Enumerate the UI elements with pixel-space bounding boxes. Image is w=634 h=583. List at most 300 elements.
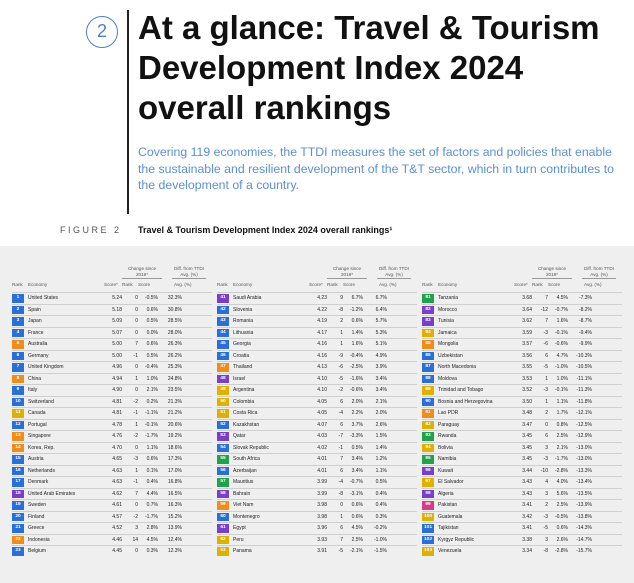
economy-name: Tanzania bbox=[438, 295, 459, 302]
table-row bbox=[217, 453, 417, 465]
rank-badge: 101 bbox=[422, 524, 434, 533]
rank-change: 6 bbox=[340, 398, 343, 405]
score-change: 0.5% bbox=[146, 352, 158, 359]
title-divider bbox=[127, 10, 129, 214]
rank-badge: 17 bbox=[12, 478, 24, 487]
header-rule bbox=[122, 278, 162, 279]
table-row bbox=[217, 488, 417, 500]
table-row bbox=[422, 476, 622, 488]
economy-name: Mongolia bbox=[438, 341, 459, 348]
score-change: -2.5% bbox=[349, 364, 363, 371]
score-value: 4.63 bbox=[112, 479, 122, 486]
diff-from-average: 2.0% bbox=[375, 410, 387, 417]
score-change: -0.4% bbox=[144, 364, 158, 371]
diff-from-average: 5.1% bbox=[375, 341, 387, 348]
score-value: 4.90 bbox=[112, 387, 122, 394]
diff-from-average: -8.7% bbox=[578, 318, 592, 325]
diff-from-average: 6.7% bbox=[375, 295, 387, 302]
header-change-rank: Rank bbox=[122, 282, 133, 287]
diff-from-average: 3.4% bbox=[375, 375, 387, 382]
header-change: Change since 2019* bbox=[127, 266, 157, 277]
rank-badge: 41 bbox=[217, 294, 229, 303]
score-change: -0.4% bbox=[349, 352, 363, 359]
score-value: 4.52 bbox=[112, 525, 122, 532]
rank-badge: 2 bbox=[12, 306, 24, 315]
score-change: 1.7% bbox=[556, 410, 568, 417]
figure-label: FIGURE 2 bbox=[60, 225, 122, 235]
diff-from-average: -7.3% bbox=[578, 295, 592, 302]
score-change: 2.6% bbox=[556, 536, 568, 543]
score-value: 3.34 bbox=[522, 548, 532, 555]
score-change: 4.5% bbox=[146, 536, 158, 543]
diff-from-average: 2.6% bbox=[375, 421, 387, 428]
score-change: 4.5% bbox=[351, 525, 363, 532]
score-change: -2.8% bbox=[554, 548, 568, 555]
economy-name: Algeria bbox=[438, 490, 454, 497]
economy-name: Australia bbox=[28, 341, 48, 348]
score-value: 3.44 bbox=[522, 467, 532, 474]
score-change: -2.1% bbox=[349, 548, 363, 555]
table-row bbox=[422, 499, 622, 511]
rank-change: -6 bbox=[543, 341, 548, 348]
rank-change: 7 bbox=[340, 456, 343, 463]
table-row bbox=[12, 292, 212, 304]
score-change: 1.1% bbox=[556, 398, 568, 405]
rank-badge: 49 bbox=[217, 386, 229, 395]
diff-from-average: 17.3% bbox=[167, 456, 182, 463]
header-rule bbox=[582, 278, 616, 279]
rank-change: -12 bbox=[540, 306, 548, 313]
rank-change: -2 bbox=[133, 398, 138, 405]
table-row bbox=[12, 396, 212, 408]
table-row bbox=[217, 419, 417, 431]
rank-badge: 23 bbox=[12, 547, 24, 556]
score-change: -0.7% bbox=[349, 479, 363, 486]
header-score: Score* bbox=[104, 282, 118, 287]
rank-badge: 12 bbox=[12, 421, 24, 430]
economy-name: Lao PDR bbox=[438, 410, 459, 417]
score-change: -1.7% bbox=[144, 513, 158, 520]
table-row bbox=[217, 384, 417, 396]
diff-from-average: -13.8% bbox=[576, 513, 592, 520]
rank-badge: 82 bbox=[422, 306, 434, 315]
diff-from-average: 16.3% bbox=[167, 502, 182, 509]
score-value: 3.98 bbox=[317, 513, 327, 520]
score-change: 2.5% bbox=[556, 502, 568, 509]
score-value: 4.81 bbox=[112, 398, 122, 405]
diff-from-average: -12.9% bbox=[576, 433, 592, 440]
rank-badge: 95 bbox=[422, 455, 434, 464]
score-value: 5.09 bbox=[112, 318, 122, 325]
economy-name: Venezuela bbox=[438, 548, 462, 555]
rank-change: 6 bbox=[340, 467, 343, 474]
rank-badge: 4 bbox=[12, 329, 24, 338]
score-change: -0.6% bbox=[349, 387, 363, 394]
economy-name: Portugal bbox=[28, 421, 47, 428]
score-change: 2.2% bbox=[351, 410, 363, 417]
score-change: 0.5% bbox=[351, 444, 363, 451]
rank-badge: 16 bbox=[12, 467, 24, 476]
rank-badge: 90 bbox=[422, 398, 434, 407]
rank-change: 0 bbox=[135, 295, 138, 302]
economy-name: Spain bbox=[28, 306, 41, 313]
rank-change: 1 bbox=[545, 398, 548, 405]
score-value: 3.99 bbox=[317, 490, 327, 497]
economy-name: Argentina bbox=[233, 387, 255, 394]
economy-name: Bosnia and Herzegovina bbox=[438, 398, 493, 405]
score-value: 3.93 bbox=[317, 536, 327, 543]
score-value: 4.45 bbox=[112, 548, 122, 555]
rank-change: 0 bbox=[135, 444, 138, 451]
score-change: 0.8% bbox=[556, 421, 568, 428]
economy-name: Austria bbox=[28, 456, 44, 463]
table-row bbox=[422, 442, 622, 454]
rank-change: -5 bbox=[338, 375, 343, 382]
economy-name: United States bbox=[28, 295, 59, 302]
score-change: 5.6% bbox=[556, 490, 568, 497]
score-value: 4.94 bbox=[112, 375, 122, 382]
header-rule bbox=[532, 278, 572, 279]
economy-name: Azerbaijan bbox=[233, 467, 257, 474]
economy-name: Singapore bbox=[28, 433, 51, 440]
table-row bbox=[217, 476, 417, 488]
rank-badge: 86 bbox=[422, 352, 434, 361]
score-value: 3.53 bbox=[522, 375, 532, 382]
diff-from-average: 0.5% bbox=[375, 479, 387, 486]
rank-change: -3 bbox=[543, 387, 548, 394]
economy-name: Egypt bbox=[233, 525, 246, 532]
diff-from-average: -0.2% bbox=[373, 525, 387, 532]
economy-name: Morocco bbox=[438, 306, 458, 313]
diff-from-average: -9.9% bbox=[578, 341, 592, 348]
rank-badge: 21 bbox=[12, 524, 24, 533]
table-row bbox=[12, 488, 212, 500]
economy-name: Guatemala bbox=[438, 513, 463, 520]
rank-badge: 88 bbox=[422, 375, 434, 384]
score-value: 4.61 bbox=[112, 502, 122, 509]
economy-name: Uzbekistan bbox=[438, 352, 463, 359]
rank-change: 0 bbox=[135, 329, 138, 336]
rank-badge: 96 bbox=[422, 467, 434, 476]
rank-badge: 98 bbox=[422, 490, 434, 499]
rank-badge: 19 bbox=[12, 501, 24, 510]
diff-from-average: -1.0% bbox=[373, 536, 387, 543]
score-value: 3.68 bbox=[522, 295, 532, 302]
score-value: 4.63 bbox=[112, 467, 122, 474]
diff-from-average: -14.3% bbox=[576, 525, 592, 532]
table-row bbox=[217, 304, 417, 316]
table-row bbox=[12, 361, 212, 373]
score-change: 2.8% bbox=[146, 525, 158, 532]
diff-from-average: -15.7% bbox=[576, 548, 592, 555]
diff-from-average: 1.5% bbox=[375, 433, 387, 440]
rank-change: 0 bbox=[545, 421, 548, 428]
rank-badge: 89 bbox=[422, 386, 434, 395]
table-row bbox=[217, 511, 417, 523]
score-change: -0.5% bbox=[144, 295, 158, 302]
rank-change: -8 bbox=[338, 306, 343, 313]
header-change-score: Score bbox=[548, 282, 561, 287]
table-row bbox=[12, 453, 212, 465]
table-row bbox=[12, 545, 212, 557]
rank-badge: 93 bbox=[422, 432, 434, 441]
rank-change: -4 bbox=[338, 479, 343, 486]
score-value: 4.16 bbox=[317, 341, 327, 348]
score-change: 1.1% bbox=[146, 444, 158, 451]
diff-from-average: 30.8% bbox=[167, 306, 182, 313]
score-value: 3.47 bbox=[522, 421, 532, 428]
score-change: 4.0% bbox=[556, 479, 568, 486]
economy-name: North Macedonia bbox=[438, 364, 477, 371]
diff-from-average: 18.6% bbox=[167, 444, 182, 451]
diff-from-average: 3.9% bbox=[375, 364, 387, 371]
score-value: 3.56 bbox=[522, 352, 532, 359]
header-economy: Economy bbox=[438, 282, 458, 287]
diff-from-average: 1.2% bbox=[375, 456, 387, 463]
rank-change: -9 bbox=[338, 352, 343, 359]
score-change: 0.6% bbox=[146, 341, 158, 348]
score-change: 6.7% bbox=[351, 295, 363, 302]
rank-badge: 85 bbox=[422, 340, 434, 349]
rank-badge: 100 bbox=[422, 513, 434, 522]
rank-change: 6 bbox=[340, 421, 343, 428]
diff-from-average: 28.0% bbox=[167, 329, 182, 336]
header-rank: Rank bbox=[217, 282, 228, 287]
diff-from-average: -10.3% bbox=[576, 352, 592, 359]
score-change: 2.5% bbox=[351, 536, 363, 543]
rank-change: -3 bbox=[133, 456, 138, 463]
rankings-column-2 bbox=[217, 258, 417, 557]
score-value: 3.41 bbox=[522, 525, 532, 532]
rank-change: 3 bbox=[135, 525, 138, 532]
economy-name: Netherlands bbox=[28, 467, 55, 474]
rank-change: -4 bbox=[338, 410, 343, 417]
score-change: 0.7% bbox=[146, 502, 158, 509]
rank-badge: 42 bbox=[217, 306, 229, 315]
rank-change: 4 bbox=[545, 479, 548, 486]
economy-name: Trinidad and Tobago bbox=[438, 387, 484, 394]
score-value: 3.45 bbox=[522, 444, 532, 451]
header-rule bbox=[377, 278, 411, 279]
table-row bbox=[217, 315, 417, 327]
score-value: 4.07 bbox=[317, 421, 327, 428]
table-header bbox=[217, 258, 417, 292]
rank-change: -2 bbox=[338, 387, 343, 394]
economy-name: Saudi Arabia bbox=[233, 295, 262, 302]
table-row bbox=[422, 534, 622, 546]
table-row bbox=[12, 522, 212, 534]
score-value: 4.81 bbox=[112, 410, 122, 417]
economy-name: Japan bbox=[28, 318, 42, 325]
score-value: 3.43 bbox=[522, 490, 532, 497]
rank-change: 7 bbox=[545, 295, 548, 302]
economy-name: Slovenia bbox=[233, 306, 253, 313]
rank-change: 2 bbox=[545, 502, 548, 509]
rank-change: 6 bbox=[545, 352, 548, 359]
page-subtitle: Covering 119 economies, the TTDI measures the set of factors and policies that enable the sustainable and resilient development of the T&T sector, which in turn contributes to the development of a country. bbox=[138, 145, 614, 192]
score-value: 4.76 bbox=[112, 433, 122, 440]
economy-name: Israel bbox=[233, 375, 246, 382]
diff-from-average: -13.5% bbox=[576, 490, 592, 497]
economy-name: Kuwait bbox=[438, 467, 454, 474]
header-economy: Economy bbox=[233, 282, 253, 287]
header-diff-avg: Avg. (%) bbox=[379, 282, 397, 287]
score-change: -1.7% bbox=[144, 433, 158, 440]
economy-name: Germany bbox=[28, 352, 49, 359]
economy-name: Tajikistan bbox=[438, 525, 459, 532]
score-change: 0.6% bbox=[146, 306, 158, 313]
score-value: 3.41 bbox=[522, 502, 532, 509]
table-row bbox=[12, 384, 212, 396]
rank-badge: 50 bbox=[217, 398, 229, 407]
table-row bbox=[422, 545, 622, 557]
economy-name: Bolivia bbox=[438, 444, 453, 451]
rank-change: -2 bbox=[133, 513, 138, 520]
score-change: 0.4% bbox=[146, 479, 158, 486]
rank-change: -1 bbox=[133, 479, 138, 486]
table-row bbox=[422, 522, 622, 534]
economy-name: Viet Nam bbox=[233, 502, 254, 509]
economy-name: Costa Rica bbox=[233, 410, 258, 417]
table-row bbox=[12, 350, 212, 362]
economy-name: Namibia bbox=[438, 456, 457, 463]
score-value: 4.62 bbox=[112, 490, 122, 497]
diff-from-average: 24.8% bbox=[167, 375, 182, 382]
rank-change: 9 bbox=[340, 295, 343, 302]
table-row bbox=[12, 465, 212, 477]
rank-change: 2 bbox=[545, 410, 548, 417]
score-value: 3.99 bbox=[317, 479, 327, 486]
rank-change: 3 bbox=[545, 444, 548, 451]
score-change: 4.7% bbox=[556, 352, 568, 359]
diff-from-average: 20.6% bbox=[167, 421, 182, 428]
rank-change: -7 bbox=[338, 433, 343, 440]
rank-badge: 53 bbox=[217, 432, 229, 441]
table-row bbox=[217, 442, 417, 454]
rank-badge: 83 bbox=[422, 317, 434, 326]
score-value: 4.70 bbox=[112, 444, 122, 451]
figure-caption: Travel & Tourism Development Index 2024 overall rankings¹ bbox=[138, 225, 393, 235]
economy-name: Kyrgyz Republic bbox=[438, 536, 475, 543]
table-row bbox=[12, 534, 212, 546]
score-value: 5.07 bbox=[112, 329, 122, 336]
rank-badge: 87 bbox=[422, 363, 434, 372]
score-change: 0.6% bbox=[146, 456, 158, 463]
diff-from-average: 2.1% bbox=[375, 398, 387, 405]
economy-name: Panama bbox=[233, 548, 252, 555]
rank-badge: 103 bbox=[422, 547, 434, 556]
score-value: 5.18 bbox=[112, 306, 122, 313]
table-row bbox=[422, 361, 622, 373]
diff-from-average: 4.9% bbox=[375, 352, 387, 359]
table-row bbox=[422, 304, 622, 316]
diff-from-average: -13.3% bbox=[576, 467, 592, 474]
score-change: 1.0% bbox=[556, 375, 568, 382]
score-value: 4.96 bbox=[112, 364, 122, 371]
rank-badge: 11 bbox=[12, 409, 24, 418]
rankings-column-1 bbox=[12, 258, 212, 557]
score-change: 0.6% bbox=[556, 525, 568, 532]
rank-badge: 58 bbox=[217, 490, 229, 499]
table-row bbox=[12, 419, 212, 431]
diff-from-average: 5.7% bbox=[375, 318, 387, 325]
diff-from-average: 26.3% bbox=[167, 341, 182, 348]
rank-change: 7 bbox=[340, 536, 343, 543]
diff-from-average: 12.4% bbox=[167, 536, 182, 543]
rank-change: -3 bbox=[543, 329, 548, 336]
score-value: 3.50 bbox=[522, 398, 532, 405]
score-change: 3.4% bbox=[351, 456, 363, 463]
rank-change: 3 bbox=[545, 490, 548, 497]
economy-name: Greece bbox=[28, 525, 45, 532]
table-row bbox=[422, 465, 622, 477]
score-value: 4.02 bbox=[317, 444, 327, 451]
header-change-rank: Rank bbox=[532, 282, 543, 287]
table-row bbox=[12, 442, 212, 454]
score-change: 4.4% bbox=[146, 490, 158, 497]
rank-change: -5 bbox=[543, 364, 548, 371]
economy-name: Jamaica bbox=[438, 329, 457, 336]
economy-name: Thailand bbox=[233, 364, 253, 371]
score-change: -0.5% bbox=[554, 513, 568, 520]
score-change: 2.5% bbox=[556, 433, 568, 440]
rank-change: 0 bbox=[135, 306, 138, 313]
table-row bbox=[422, 315, 622, 327]
rank-change: 7 bbox=[135, 341, 138, 348]
rank-change: -5 bbox=[543, 525, 548, 532]
rank-badge: 7 bbox=[12, 363, 24, 372]
table-header bbox=[422, 258, 622, 292]
table-header bbox=[12, 258, 212, 292]
rank-change: 14 bbox=[132, 536, 138, 543]
header-score: Score* bbox=[309, 282, 323, 287]
score-value: 3.38 bbox=[522, 536, 532, 543]
score-change: -1.2% bbox=[349, 306, 363, 313]
score-change: -0.6% bbox=[554, 341, 568, 348]
diff-from-average: 25.3% bbox=[167, 364, 182, 371]
header-score: Score* bbox=[514, 282, 528, 287]
score-value: 4.03 bbox=[317, 433, 327, 440]
economy-name: Montenegro bbox=[233, 513, 260, 520]
score-change: -1.1% bbox=[144, 410, 158, 417]
rank-badge: 13 bbox=[12, 432, 24, 441]
score-change: -0.7% bbox=[554, 306, 568, 313]
score-value: 3.57 bbox=[522, 341, 532, 348]
economy-name: United Arab Emirates bbox=[28, 490, 76, 497]
diff-from-average: 1.1% bbox=[375, 467, 387, 474]
economy-name: China bbox=[28, 375, 42, 382]
header-diff-avg: Avg. (%) bbox=[174, 282, 192, 287]
score-change: -0.1% bbox=[144, 421, 158, 428]
rank-badge: 94 bbox=[422, 444, 434, 453]
rank-badge: 57 bbox=[217, 478, 229, 487]
rank-change: 2 bbox=[340, 318, 343, 325]
score-value: 4.01 bbox=[317, 467, 327, 474]
economy-name: Belgium bbox=[28, 548, 47, 555]
score-change: 1.6% bbox=[351, 341, 363, 348]
diff-from-average: 12.3% bbox=[167, 548, 182, 555]
table-row bbox=[217, 499, 417, 511]
table-row bbox=[12, 304, 212, 316]
table-row bbox=[12, 511, 212, 523]
rank-badge: 47 bbox=[217, 363, 229, 372]
rank-change: -1 bbox=[133, 410, 138, 417]
economy-name: Qatar bbox=[233, 433, 246, 440]
diff-from-average: -12.5% bbox=[576, 421, 592, 428]
rank-badge: 61 bbox=[217, 524, 229, 533]
score-change: 1.4% bbox=[351, 329, 363, 336]
score-change: -1.6% bbox=[349, 375, 363, 382]
